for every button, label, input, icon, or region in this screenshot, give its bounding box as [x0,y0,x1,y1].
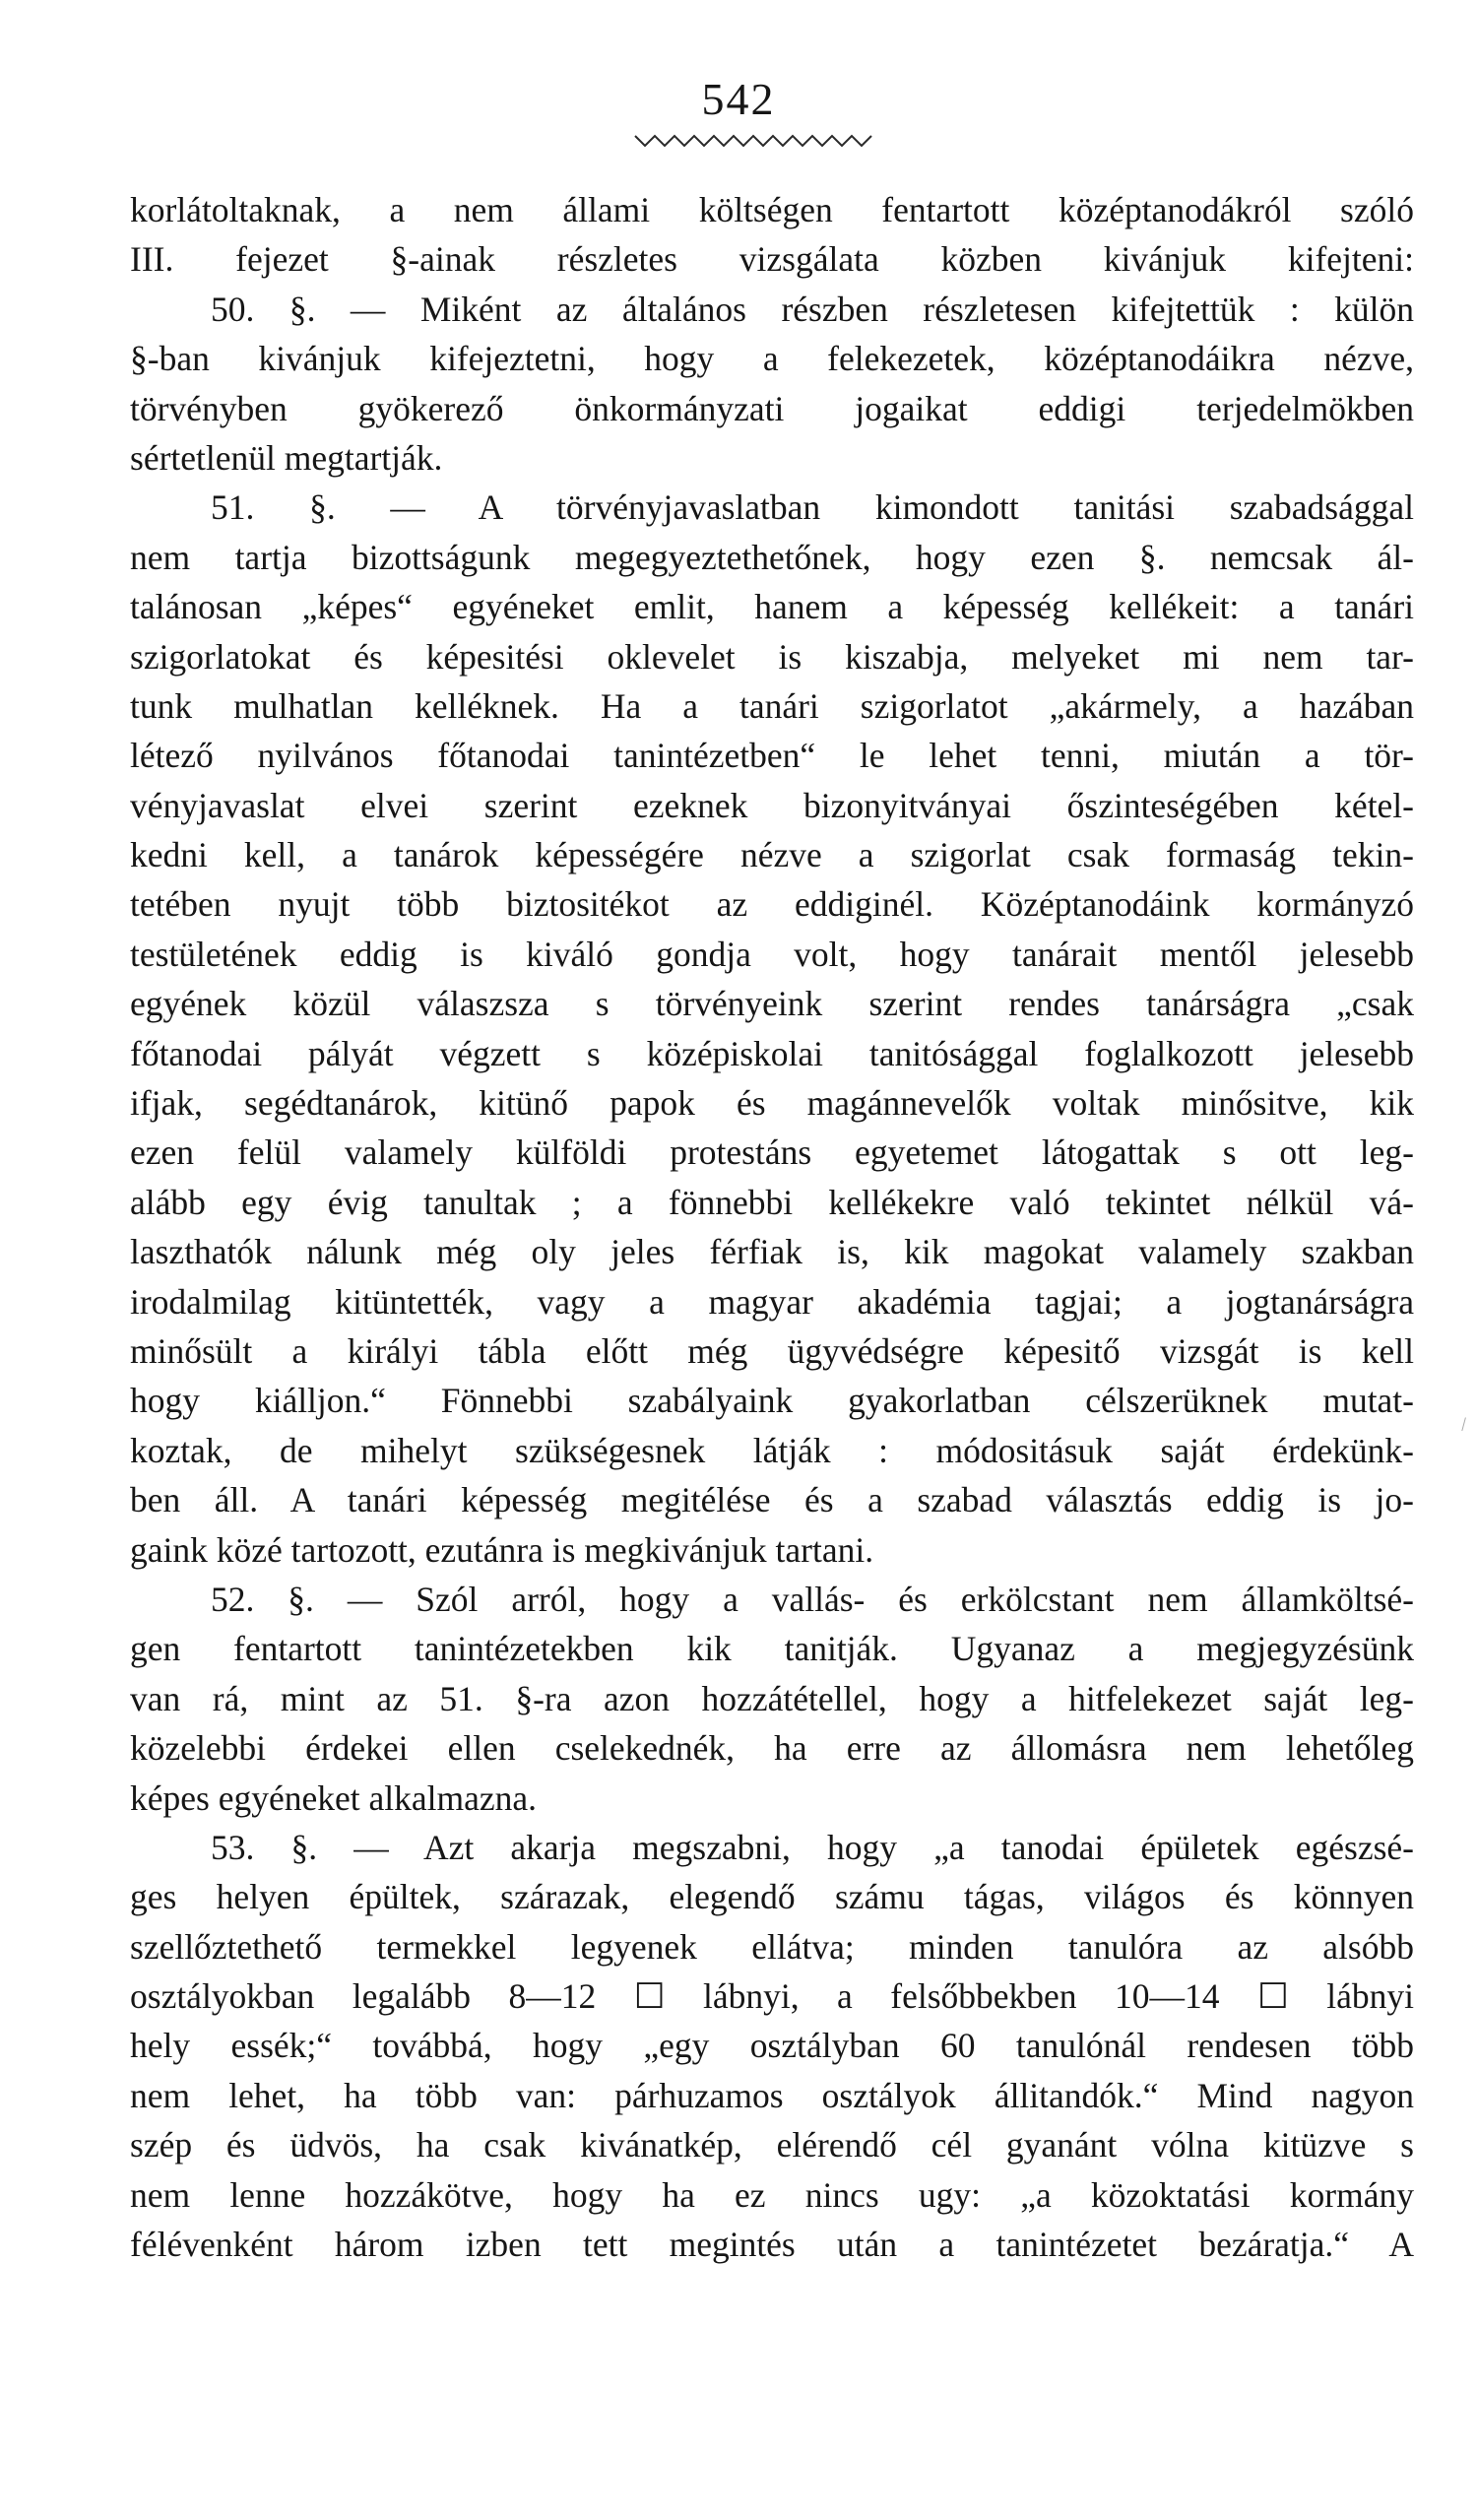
text-line: gen fentartott tanintézetekben kik tanitják. Ugyanaz a megjegyzésünk [130,1629,1414,1669]
text-line: nem lenne hozzákötve, hogy ha ez nincs ugy: „a közoktatási kormány [130,2174,1414,2215]
text-line: törvényben gyökerező önkormányzati jogaikat eddigi terjedelmökben [130,388,1414,428]
text-line: nem lehet, ha több van: párhuzamos osztályok állitandók.“ Mind nagyon [130,2075,1414,2115]
text-line: §-ban kivánjuk kifejeztetni, hogy a felekezetek, középtanodáikra nézve, [130,339,1414,379]
text-line: ges helyen épültek, szárazak, elegendő számu tágas, világos és könnyen [130,1877,1414,1917]
text-line: testületének eddig is kiváló gondja volt, hogy tanárait mentől jelesebb [130,934,1414,974]
text-line: ifjak, segédtanárok, kitünő papok és magánnevelők voltak minősitve, kik [130,1083,1414,1124]
text-line: III. fejezet §-ainak részletes vizsgálata közben kivánjuk kifejteni: [130,239,1414,280]
text-line: osztályokban legalább 8—12 ☐ lábnyi, a felsőbbekben 10—14 ☐ lábnyi [130,1976,1414,2017]
text-line: 52. §. — Szól arról, hogy a vallás- és erkölcstant nem államköltsé- [211,1579,1414,1619]
text-line: félévenként három izben tett megintés után a tanintézetet bezáratja.“ A [130,2225,1414,2265]
text-line: nem tartja bizottságunk megegyeztethetőnek, hogy ezen §. nemcsak ál- [130,537,1414,577]
text-line: gaink közé tartozott, ezutánra is megkivánjuk tartani. [130,1529,874,1570]
ornament-wavy-line [630,130,886,152]
stray-mark [1461,1417,1471,1432]
text-line: korlátoltaknak, a nem állami költségen fentartott középtanodákról szóló [130,190,1414,229]
text-line: főtanodai pályát végzett s középiskolai tanitósággal foglalkozott jelesebb [130,1033,1414,1073]
text-line: szép és üdvös, ha csak kivánatkép, elérendő cél gyanánt vólna kitüzve s [130,2125,1414,2165]
text-line: laszthatók nálunk még oly jeles férfiak is, kik magokat valamely szakban [130,1232,1414,1272]
page-number: 542 [701,74,776,124]
text-line: szellőztethető termekkel legyenek ellátva; minden tanulóra az alsóbb [130,1926,1414,1967]
text-line: létező nyilvános főtanodai tanintézetben“ le lehet tenni, miután a tör- [130,736,1414,776]
text-line: irodalmilag kitüntették, vagy a magyar akadémia tagjai; a jogtanárságra [130,1281,1414,1322]
text-line: 53. §. — Azt akarja megszabni, hogy „a tanodai épületek egészsé- [211,1827,1414,1867]
text-line: talánosan „képes“ egyéneket emlit, hanem a képesség kellékeit: a tanári [130,587,1414,627]
text-line: minősült a királyi tábla előtt még ügyvédségre képesitő vizsgát is kell [130,1330,1414,1371]
text-line: alább egy évig tanultak ; a fönnebbi kellékekre való tekintet nélkül vá- [130,1182,1414,1222]
text-line: ben áll. A tanári képesség megitélése és a szabad választás eddig is jo- [130,1480,1414,1520]
text-line: szigorlatokat és képesitési oklevelet is kiszabja, melyeket mi nem tar- [130,636,1414,677]
text-line: sértetlenül megtartják. [130,437,443,478]
text-line: koztak, de mihelyt szükségesnek látják : módositásuk saját érdekünk- [130,1430,1414,1470]
text-line: tunk mulhatlan kelléknek. Ha a tanári szigorlatot „akármely, a hazában [130,685,1414,726]
text-line: van rá, mint az 51. §-ra azon hozzátétellel, hogy a hitfelekezet saját leg- [130,1678,1414,1718]
text-line: hely essék;“ továbbá, hogy „egy osztályban 60 tanulónál rendesen több [130,2026,1414,2066]
text-line: tetében nyujt több biztositékot az eddiginél. Középtanodáink kormányzó [130,884,1414,925]
text-line: kedni kell, a tanárok képességére nézve a szigorlat csak formaság tekin- [130,835,1414,875]
text-line: vényjavaslat elvei szerint ezeknek bizonyitványai őszinteségében kétel- [130,785,1414,825]
body-text [130,185,1414,2269]
text-line: közelebbi érdekei ellen cselekednék, ha erre az állomásra nem lehetőleg [130,1728,1414,1769]
text-line: képes egyéneket alkalmazna. [130,1777,537,1818]
text-line: hogy kiálljon.“ Fönnebbi szabályaink gyakorlatban célszerüknek mutat- [130,1381,1414,1421]
text-line: ezen felül valamely külföldi protestáns egyetemet látogattak s ott leg- [130,1132,1414,1173]
text-line: 50. §. — Miként az általános részben részletesen kifejtettük : külön [211,289,1414,329]
text-line: egyének közül válaszsza s törvényeink szerint rendes tanárságra „csak [130,984,1414,1024]
text-line: 51. §. — A törvényjavaslatban kimondott tanitási szabadsággal [211,487,1414,528]
